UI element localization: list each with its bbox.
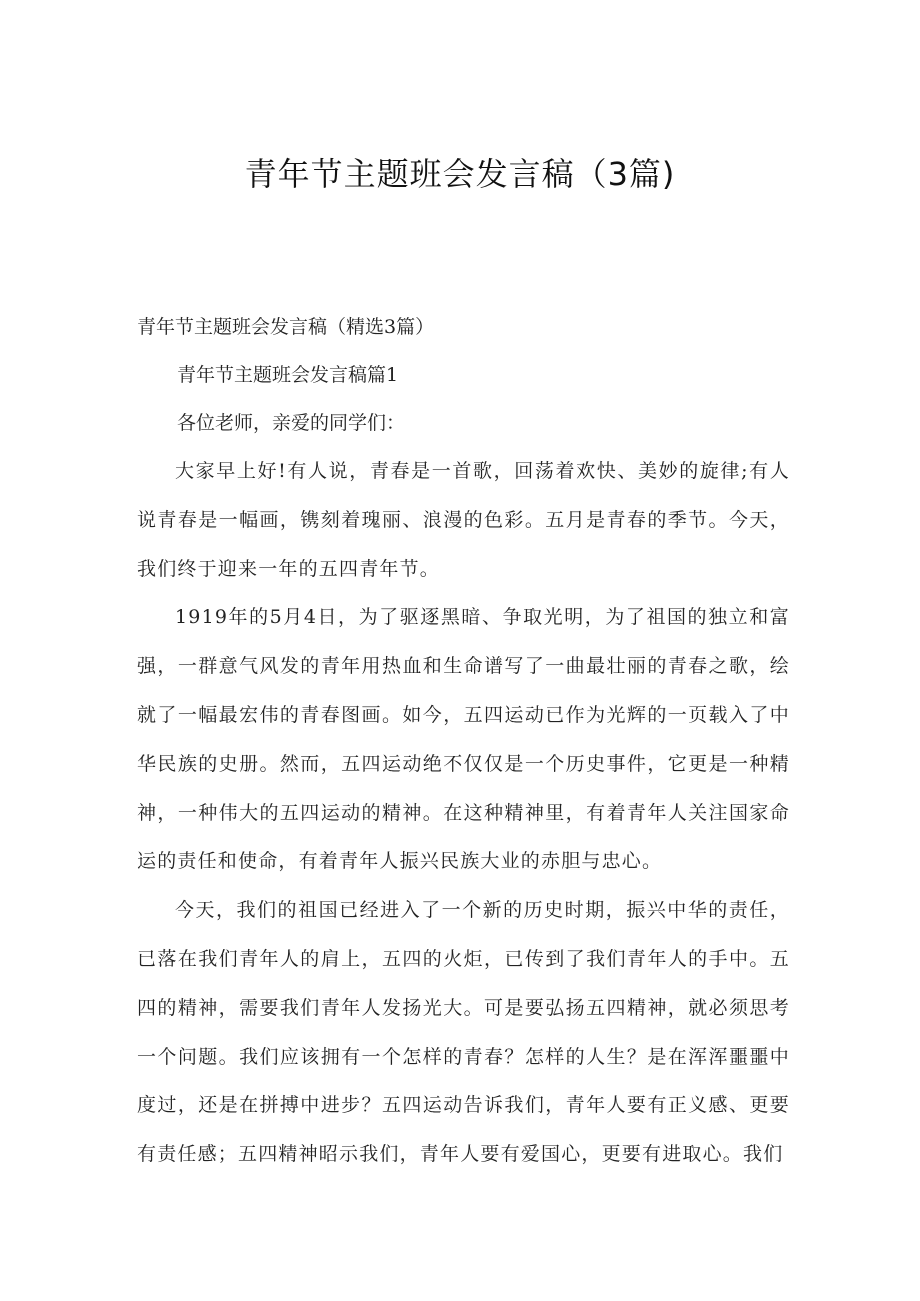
paragraph: 1919年的5月4日，为了驱逐黑暗、争取光明，为了祖国的独立和富强，一群意气风发的青年用热血和生命谱写了一曲最壮丽的青春之歌，绘就了一幅最宏伟的青春图画。如今，五四运动已作为光辉的一页载入了中华民族的史册。然而，五四运动绝不仅仅是一个历史事件，它更是一种精神，一种伟大的五四运动的精神。在这种精神里，有着青年人关注国家命运的责任和使命，有着青年人振兴民族大业的赤胆与忠心。 — [137, 606, 790, 873]
paragraph: 大家早上好!有人说，青春是一首歌，回荡着欢快、美妙的旋律;有人说青春是一幅画，镌刻着瑰丽、浪漫的色彩。五月是青春的季节。今天，我们终于迎来一年的五四青年节。 — [137, 460, 790, 580]
document-subtitle: 青年节主题班会发言稿（精选3篇） — [137, 316, 435, 338]
document-body — [137, 303, 790, 1179]
greeting-line: 各位老师，亲爱的同学们： — [177, 412, 406, 434]
document-title: 青年节主题班会发言稿（3篇) — [244, 155, 676, 193]
section-heading: 青年节主题班会发言稿篇1 — [177, 364, 399, 386]
paragraph: 今天，我们的祖国已经进入了一个新的历史时期，振兴中华的责任，已落在我们青年人的肩上，五四的火炬，已传到了我们青年人的手中。五四的精神，需要我们青年人发扬光大。可是要弘扬五四精神，就必须思考一个问题。我们应该拥有一个怎样的青春？怎样的人生？是在浑浑噩噩中度过，还是在拼搏中进步？五四运动告诉我们，青年人要有正义感、更要有责任感；五四精神昭示我们，青年人要有爱国心，更要有进取心。我们 — [137, 899, 790, 1166]
